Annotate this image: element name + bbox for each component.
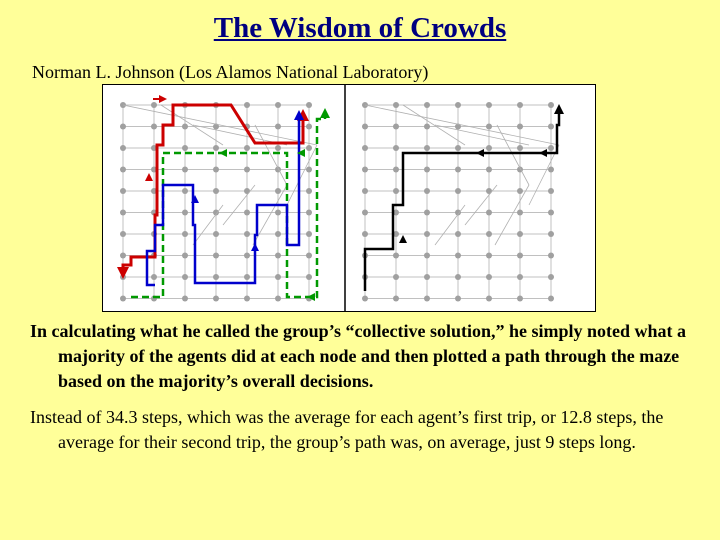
- maze-node: [275, 210, 281, 216]
- maze-node: [244, 296, 250, 302]
- maze-node: [548, 124, 554, 130]
- maze-node: [455, 274, 461, 280]
- maze-grid-left: [120, 102, 312, 302]
- maze-node: [517, 231, 523, 237]
- maze-node: [213, 296, 219, 302]
- maze-node: [120, 167, 126, 173]
- maze-node: [517, 124, 523, 130]
- maze-node: [424, 253, 430, 259]
- maze-node: [455, 231, 461, 237]
- maze-node: [362, 167, 368, 173]
- maze-node: [182, 274, 188, 280]
- maze-node: [151, 124, 157, 130]
- maze-node: [455, 253, 461, 259]
- maze-node: [424, 210, 430, 216]
- path-blue: [147, 115, 299, 285]
- maze-node: [120, 188, 126, 194]
- maze-node: [244, 145, 250, 151]
- maze-node: [548, 102, 554, 108]
- maze-node: [486, 124, 492, 130]
- maze-node: [548, 296, 554, 302]
- maze-node: [182, 210, 188, 216]
- maze-node: [486, 102, 492, 108]
- maze-node: [306, 124, 312, 130]
- maze-node: [306, 231, 312, 237]
- maze-node: [455, 145, 461, 151]
- maze-node: [275, 274, 281, 280]
- maze-node: [244, 231, 250, 237]
- maze-node: [120, 296, 126, 302]
- maze-node: [306, 253, 312, 259]
- maze-node: [424, 124, 430, 130]
- maze-node: [486, 167, 492, 173]
- maze-node: [424, 145, 430, 151]
- maze-node: [393, 274, 399, 280]
- maze-node: [182, 296, 188, 302]
- maze-node: [182, 231, 188, 237]
- maze-node: [244, 253, 250, 259]
- maze-node: [244, 102, 250, 108]
- maze-node: [455, 102, 461, 108]
- maze-node: [120, 124, 126, 130]
- maze-node: [393, 145, 399, 151]
- maze-node: [244, 188, 250, 194]
- maze-node: [182, 167, 188, 173]
- slide-subtitle: Norman L. Johnson (Los Alamos National Laboratory): [32, 62, 429, 82]
- maze-node: [486, 296, 492, 302]
- maze-node: [455, 167, 461, 173]
- maze-node: [486, 231, 492, 237]
- maze-node: [275, 231, 281, 237]
- maze-node: [306, 210, 312, 216]
- paragraph-step-counts: Instead of 34.3 steps, which was the average for each agent’s first trip, or 12.8 steps, the average for their second trip, the group’s path was, on average, just 9 steps long.: [30, 407, 664, 452]
- maze-node: [424, 102, 430, 108]
- maze-node: [182, 124, 188, 130]
- maze-node: [362, 296, 368, 302]
- maze-node: [120, 274, 126, 280]
- maze-node: [244, 167, 250, 173]
- maze-figure: [102, 84, 596, 312]
- maze-node: [486, 253, 492, 259]
- maze-node: [393, 124, 399, 130]
- maze-node: [244, 274, 250, 280]
- maze-node: [120, 231, 126, 237]
- maze-node: [393, 102, 399, 108]
- maze-node: [275, 296, 281, 302]
- maze-node: [213, 188, 219, 194]
- maze-node: [362, 124, 368, 130]
- maze-node: [120, 210, 126, 216]
- maze-node: [362, 210, 368, 216]
- maze-node: [424, 296, 430, 302]
- maze-node: [182, 188, 188, 194]
- maze-grid-right: [362, 102, 554, 302]
- maze-node: [548, 274, 554, 280]
- maze-node: [393, 253, 399, 259]
- slide-title: The Wisdom of Crowds: [213, 12, 507, 44]
- maze-node: [424, 167, 430, 173]
- maze-node: [306, 167, 312, 173]
- maze-node: [548, 188, 554, 194]
- maze-node: [486, 188, 492, 194]
- maze-node: [424, 274, 430, 280]
- paragraph-collective-solution: In calculating what he called the group’s “collective solution,” he simply noted what a majority of the agents did at each node and then plotted a path through the maze based on the majority’s overall decisions.: [30, 321, 687, 391]
- maze-node: [213, 274, 219, 280]
- maze-node: [486, 210, 492, 216]
- maze-node: [455, 296, 461, 302]
- maze-node: [275, 102, 281, 108]
- maze-node: [393, 296, 399, 302]
- maze-node: [275, 253, 281, 259]
- maze-node: [213, 145, 219, 151]
- maze-node: [182, 145, 188, 151]
- maze-node: [548, 253, 554, 259]
- maze-node: [517, 296, 523, 302]
- maze-node: [362, 145, 368, 151]
- maze-node: [486, 274, 492, 280]
- maze-node: [548, 145, 554, 151]
- maze-node: [244, 210, 250, 216]
- maze-node: [306, 274, 312, 280]
- maze-node: [424, 188, 430, 194]
- maze-node: [213, 167, 219, 173]
- maze-node: [393, 167, 399, 173]
- maze-node: [213, 231, 219, 237]
- maze-node: [120, 253, 126, 259]
- maze-node: [548, 231, 554, 237]
- maze-node: [393, 188, 399, 194]
- maze-node: [517, 253, 523, 259]
- maze-node: [306, 188, 312, 194]
- maze-node: [151, 274, 157, 280]
- maze-node: [455, 188, 461, 194]
- maze-node: [213, 253, 219, 259]
- maze-node: [517, 210, 523, 216]
- maze-node: [120, 145, 126, 151]
- maze-node: [548, 210, 554, 216]
- path-black-collective: [365, 109, 559, 291]
- maze-node: [362, 188, 368, 194]
- maze-node: [151, 102, 157, 108]
- maze-diagram: [103, 85, 595, 311]
- maze-node: [517, 145, 523, 151]
- maze-node: [306, 145, 312, 151]
- maze-node: [517, 102, 523, 108]
- maze-node: [548, 167, 554, 173]
- maze-node: [517, 274, 523, 280]
- maze-node: [486, 145, 492, 151]
- maze-node: [517, 188, 523, 194]
- maze-node: [362, 231, 368, 237]
- maze-node: [275, 145, 281, 151]
- maze-node: [275, 124, 281, 130]
- maze-node: [182, 253, 188, 259]
- maze-node: [275, 188, 281, 194]
- maze-node: [424, 231, 430, 237]
- maze-node: [306, 102, 312, 108]
